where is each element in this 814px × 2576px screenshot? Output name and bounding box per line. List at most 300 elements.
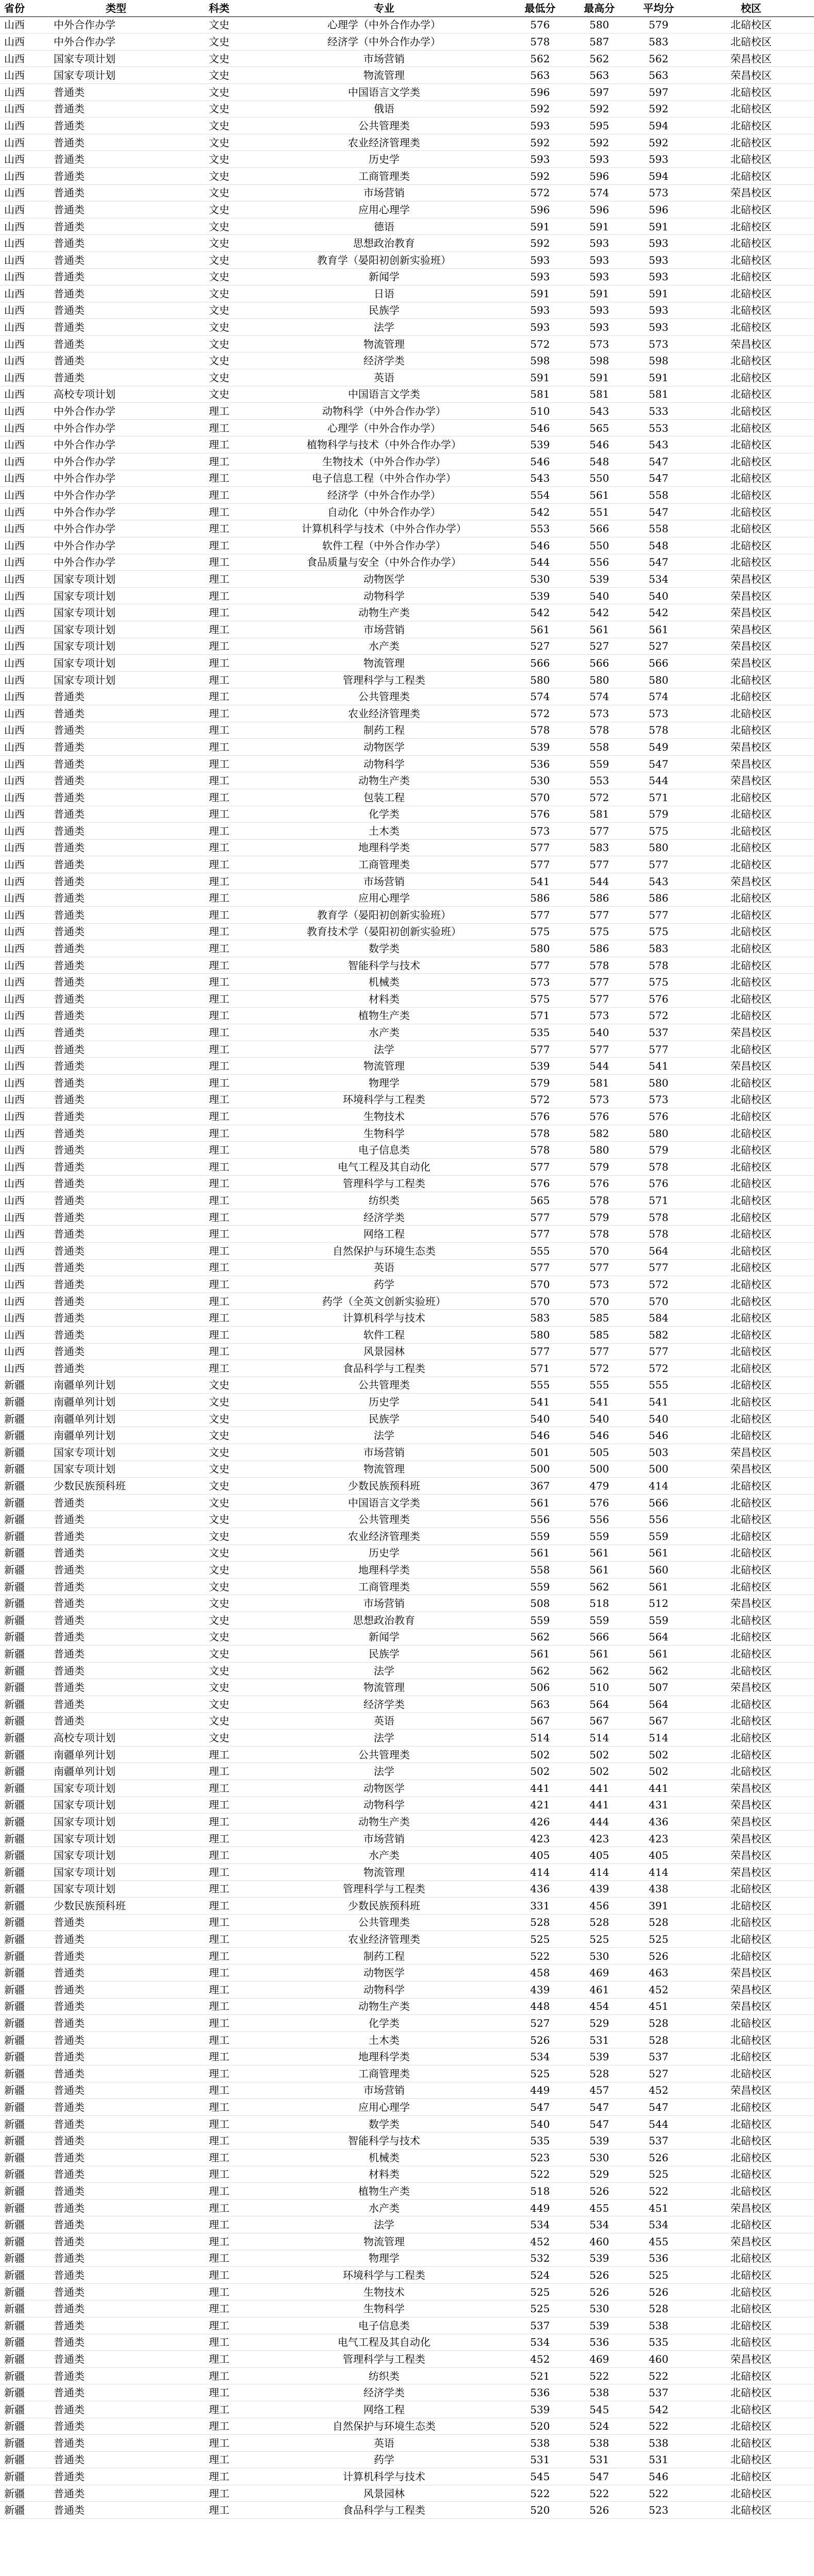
- cell-min-score: 524: [510, 2267, 570, 2284]
- cell-max-score: 553: [570, 772, 629, 789]
- cell-campus: 北碚校区: [688, 1696, 814, 1713]
- cell-max-score: 528: [570, 1914, 629, 1931]
- cell-campus: 北碚校区: [688, 1075, 814, 1092]
- cell-avg-score: 564: [629, 1242, 688, 1259]
- cell-subject-category: 理工: [180, 2115, 258, 2132]
- table-row: [0, 957, 814, 974]
- table-row: [0, 2250, 814, 2267]
- cell-max-score: 581: [570, 386, 629, 403]
- table-row: [0, 1713, 814, 1730]
- cell-province: 山西: [0, 537, 52, 554]
- cell-subject-category: 文史: [180, 251, 258, 268]
- cell-subject-category: 理工: [180, 2317, 258, 2334]
- table-row: [0, 739, 814, 756]
- cell-subject-category: 理工: [180, 873, 258, 890]
- cell-avg-score: 527: [629, 2065, 688, 2082]
- cell-major: 植物生产类: [258, 1007, 510, 1024]
- cell-type: 普通类: [52, 2149, 180, 2166]
- cell-campus: 荣昌校区: [688, 1595, 814, 1612]
- cell-min-score: 540: [510, 2115, 570, 2132]
- cell-avg-score: 573: [629, 1091, 688, 1108]
- cell-major: 动物生产类: [258, 772, 510, 789]
- cell-major: 教育学（晏阳初创新实验班）: [258, 907, 510, 924]
- cell-type: 普通类: [52, 722, 180, 739]
- cell-max-score: 596: [570, 201, 629, 218]
- cell-min-score: 502: [510, 1746, 570, 1763]
- cell-province: 山西: [0, 268, 52, 285]
- cell-campus: 北碚校区: [688, 2216, 814, 2233]
- cell-avg-score: 577: [629, 1343, 688, 1360]
- cell-avg-score: 514: [629, 1730, 688, 1747]
- cell-avg-score: 558: [629, 520, 688, 537]
- cell-min-score: 539: [510, 739, 570, 756]
- cell-campus: 荣昌校区: [688, 587, 814, 604]
- cell-campus: 北碚校区: [688, 1242, 814, 1259]
- cell-max-score: 555: [570, 1377, 629, 1394]
- cell-min-score: 534: [510, 2048, 570, 2065]
- cell-campus: 北碚校区: [688, 2283, 814, 2300]
- cell-subject-category: 文史: [180, 50, 258, 67]
- cell-max-score: 579: [570, 1158, 629, 1175]
- cell-min-score: 518: [510, 2183, 570, 2200]
- cell-max-score: 548: [570, 453, 629, 470]
- cell-max-score: 573: [570, 705, 629, 722]
- cell-major: 市场营销: [258, 50, 510, 67]
- cell-max-score: 542: [570, 604, 629, 621]
- cell-major: 教育技术学（晏阳初创新实验班）: [258, 923, 510, 940]
- cell-min-score: 542: [510, 503, 570, 520]
- cell-type: 普通类: [52, 2115, 180, 2132]
- cell-type: 普通类: [52, 2468, 180, 2485]
- cell-subject-category: 理工: [180, 839, 258, 856]
- cell-min-score: 540: [510, 1410, 570, 1427]
- cell-province: 新疆: [0, 2384, 52, 2401]
- cell-subject-category: 理工: [180, 2048, 258, 2065]
- cell-subject-category: 理工: [180, 755, 258, 772]
- cell-major: 地理科学类: [258, 2048, 510, 2065]
- cell-max-score: 528: [570, 2065, 629, 2082]
- cell-province: 新疆: [0, 2418, 52, 2435]
- cell-min-score: 559: [510, 1578, 570, 1595]
- cell-avg-score: 526: [629, 1947, 688, 1964]
- cell-min-score: 596: [510, 201, 570, 218]
- cell-subject-category: 理工: [180, 722, 258, 739]
- table-row: [0, 453, 814, 470]
- cell-major: 食品质量与安全（中外合作办学）: [258, 554, 510, 571]
- cell-avg-score: 451: [629, 1998, 688, 2015]
- table-row: [0, 2418, 814, 2435]
- cell-province: 山西: [0, 655, 52, 672]
- cell-campus: 北碚校区: [688, 2401, 814, 2418]
- cell-max-score: 570: [570, 1242, 629, 1259]
- cell-subject-category: 理工: [180, 2233, 258, 2250]
- table-row: [0, 1679, 814, 1696]
- cell-province: 山西: [0, 16, 52, 33]
- cell-subject-category: 理工: [180, 974, 258, 991]
- cell-subject-category: 理工: [180, 2367, 258, 2384]
- cell-min-score: 561: [510, 1494, 570, 1511]
- cell-type: 普通类: [52, 1259, 180, 1276]
- cell-major: 动物科学: [258, 1981, 510, 1998]
- cell-avg-score: 523: [629, 2502, 688, 2519]
- cell-province: 新疆: [0, 1914, 52, 1931]
- cell-major: 自然保护与环境生态类: [258, 2418, 510, 2435]
- cell-major: 农业经济管理类: [258, 1528, 510, 1545]
- cell-province: 新疆: [0, 2401, 52, 2418]
- table-row: [0, 2485, 814, 2502]
- cell-subject-category: 文史: [180, 1578, 258, 1595]
- cell-subject-category: 文史: [180, 1511, 258, 1528]
- cell-type: 国家专项计划: [52, 1444, 180, 1461]
- cell-min-score: 577: [510, 1158, 570, 1175]
- cell-campus: 北碚校区: [688, 974, 814, 991]
- cell-subject-category: 理工: [180, 1763, 258, 1780]
- cell-min-score: 449: [510, 2199, 570, 2216]
- cell-province: 新疆: [0, 2351, 52, 2368]
- header-type: 类型: [52, 0, 180, 16]
- cell-major: 市场营销: [258, 2082, 510, 2099]
- cell-avg-score: 572: [629, 1360, 688, 1377]
- cell-subject-category: 理工: [180, 419, 258, 436]
- cell-max-score: 576: [570, 1494, 629, 1511]
- cell-type: 普通类: [52, 705, 180, 722]
- cell-type: 普通类: [52, 2166, 180, 2183]
- cell-type: 普通类: [52, 1158, 180, 1175]
- cell-avg-score: 507: [629, 1679, 688, 1696]
- cell-max-score: 566: [570, 655, 629, 672]
- cell-min-score: 536: [510, 2384, 570, 2401]
- cell-subject-category: 理工: [180, 655, 258, 672]
- cell-avg-score: 578: [629, 1209, 688, 1226]
- cell-subject-category: 文史: [180, 184, 258, 201]
- cell-major: 思想政治教育: [258, 235, 510, 252]
- cell-subject-category: 理工: [180, 1142, 258, 1159]
- cell-max-score: 572: [570, 789, 629, 806]
- cell-subject-category: 理工: [180, 1360, 258, 1377]
- cell-major: 思想政治教育: [258, 1612, 510, 1629]
- table-row: [0, 1394, 814, 1411]
- cell-min-score: 563: [510, 1696, 570, 1713]
- cell-campus: 北碚校区: [688, 352, 814, 369]
- cell-province: 山西: [0, 285, 52, 302]
- cell-type: 普通类: [52, 117, 180, 134]
- cell-campus: 北碚校区: [688, 1091, 814, 1108]
- cell-min-score: 537: [510, 2317, 570, 2334]
- cell-subject-category: 理工: [180, 2267, 258, 2284]
- cell-campus: 荣昌校区: [688, 1444, 814, 1461]
- cell-subject-category: 文史: [180, 1612, 258, 1629]
- cell-major: 材料类: [258, 2166, 510, 2183]
- cell-max-score: 580: [570, 1142, 629, 1159]
- cell-subject-category: 文史: [180, 1410, 258, 1427]
- cell-major: 英语: [258, 369, 510, 386]
- cell-type: 普通类: [52, 184, 180, 201]
- cell-province: 山西: [0, 1058, 52, 1075]
- table-row: [0, 2451, 814, 2468]
- cell-subject-category: 理工: [180, 2199, 258, 2216]
- cell-major: 管理科学与工程类: [258, 671, 510, 688]
- cell-min-score: 527: [510, 638, 570, 655]
- cell-max-score: 562: [570, 1578, 629, 1595]
- cell-min-score: 580: [510, 671, 570, 688]
- cell-major: 法学: [258, 1662, 510, 1679]
- cell-subject-category: 文史: [180, 100, 258, 117]
- cell-campus: 荣昌校区: [688, 1058, 814, 1075]
- cell-campus: 荣昌校区: [688, 638, 814, 655]
- table-row: [0, 1410, 814, 1427]
- cell-province: 新疆: [0, 2367, 52, 2384]
- cell-min-score: 554: [510, 487, 570, 504]
- cell-max-score: 558: [570, 739, 629, 756]
- cell-major: 物流管理: [258, 67, 510, 84]
- table-row: [0, 67, 814, 84]
- cell-major: 生物科学: [258, 1125, 510, 1142]
- table-row: [0, 2199, 814, 2216]
- table-row: [0, 2115, 814, 2132]
- cell-max-score: 444: [570, 1814, 629, 1831]
- cell-subject-category: 文史: [180, 218, 258, 235]
- header-avg-score: 平均分: [629, 0, 688, 16]
- table-row: [0, 923, 814, 940]
- cell-major: 软件工程: [258, 1326, 510, 1343]
- cell-province: 新疆: [0, 1931, 52, 1948]
- cell-province: 新疆: [0, 1696, 52, 1713]
- cell-campus: 北碚校区: [688, 705, 814, 722]
- cell-min-score: 591: [510, 285, 570, 302]
- cell-major: 土木类: [258, 2031, 510, 2048]
- cell-campus: 北碚校区: [688, 235, 814, 252]
- cell-province: 山西: [0, 873, 52, 890]
- cell-province: 山西: [0, 386, 52, 403]
- cell-min-score: 574: [510, 688, 570, 705]
- cell-major: 食品科学与工程类: [258, 1360, 510, 1377]
- table-row: [0, 520, 814, 537]
- cell-avg-score: 566: [629, 1494, 688, 1511]
- cell-avg-score: 547: [629, 470, 688, 487]
- cell-province: 山西: [0, 1310, 52, 1327]
- cell-type: 普通类: [52, 218, 180, 235]
- cell-max-score: 579: [570, 1209, 629, 1226]
- cell-max-score: 500: [570, 1461, 629, 1478]
- cell-avg-score: 592: [629, 100, 688, 117]
- cell-subject-category: 文史: [180, 67, 258, 84]
- cell-min-score: 546: [510, 537, 570, 554]
- cell-avg-score: 573: [629, 184, 688, 201]
- cell-subject-category: 理工: [180, 2031, 258, 2048]
- cell-major: 中国语言文学类: [258, 83, 510, 100]
- cell-campus: 北碚校区: [688, 2485, 814, 2502]
- cell-min-score: 578: [510, 1142, 570, 1159]
- cell-province: 山西: [0, 218, 52, 235]
- cell-max-score: 454: [570, 1998, 629, 2015]
- cell-type: 普通类: [52, 2199, 180, 2216]
- cell-major: 管理科学与工程类: [258, 2351, 510, 2368]
- cell-subject-category: 文史: [180, 1494, 258, 1511]
- table-row: [0, 1880, 814, 1897]
- cell-campus: 北碚校区: [688, 1427, 814, 1444]
- cell-avg-score: 575: [629, 974, 688, 991]
- cell-min-score: 576: [510, 1175, 570, 1192]
- table-row: [0, 1343, 814, 1360]
- cell-major: 智能科学与技术: [258, 957, 510, 974]
- cell-campus: 北碚校区: [688, 2149, 814, 2166]
- cell-avg-score: 528: [629, 2031, 688, 2048]
- cell-province: 新疆: [0, 2502, 52, 2519]
- cell-max-score: 457: [570, 2082, 629, 2099]
- cell-type: 国家专项计划: [52, 621, 180, 638]
- cell-campus: 北碚校区: [688, 2183, 814, 2200]
- cell-min-score: 581: [510, 386, 570, 403]
- table-row: [0, 1091, 814, 1108]
- cell-subject-category: 理工: [180, 2283, 258, 2300]
- cell-campus: 北碚校区: [688, 1142, 814, 1159]
- table-row: [0, 789, 814, 806]
- cell-province: 山西: [0, 991, 52, 1008]
- cell-type: 普通类: [52, 2334, 180, 2351]
- cell-major: 动物医学: [258, 1964, 510, 1981]
- cell-campus: 荣昌校区: [688, 2233, 814, 2250]
- cell-subject-category: 文史: [180, 1528, 258, 1545]
- table-row: [0, 1158, 814, 1175]
- cell-province: 山西: [0, 1293, 52, 1310]
- table-row: [0, 621, 814, 638]
- cell-campus: 北碚校区: [688, 470, 814, 487]
- cell-max-score: 539: [570, 2250, 629, 2267]
- cell-avg-score: 540: [629, 587, 688, 604]
- cell-min-score: 545: [510, 2468, 570, 2485]
- cell-min-score: 522: [510, 2485, 570, 2502]
- cell-campus: 北碚校区: [688, 1310, 814, 1327]
- cell-min-score: 593: [510, 319, 570, 336]
- cell-type: 中外合作办学: [52, 436, 180, 453]
- cell-type: 国家专项计划: [52, 67, 180, 84]
- cell-max-score: 530: [570, 1947, 629, 1964]
- cell-province: 山西: [0, 739, 52, 756]
- cell-major: 经济学（中外合作办学）: [258, 33, 510, 50]
- cell-type: 普通类: [52, 1696, 180, 1713]
- cell-subject-category: 文史: [180, 1562, 258, 1579]
- cell-campus: 北碚校区: [688, 2132, 814, 2149]
- cell-avg-score: 525: [629, 1931, 688, 1948]
- cell-campus: 北碚校区: [688, 1293, 814, 1310]
- cell-province: 新疆: [0, 2048, 52, 2065]
- cell-max-score: 593: [570, 235, 629, 252]
- cell-major: 英语: [258, 2435, 510, 2452]
- cell-major: 少数民族预科班: [258, 1478, 510, 1495]
- cell-min-score: 592: [510, 100, 570, 117]
- cell-avg-score: 503: [629, 1444, 688, 1461]
- cell-max-score: 439: [570, 1880, 629, 1897]
- table-row: [0, 117, 814, 134]
- cell-province: 山西: [0, 503, 52, 520]
- cell-type: 普通类: [52, 335, 180, 352]
- cell-province: 新疆: [0, 1444, 52, 1461]
- cell-campus: 北碚校区: [688, 2418, 814, 2435]
- cell-major: 生物科学: [258, 2300, 510, 2317]
- cell-campus: 荣昌校区: [688, 655, 814, 672]
- cell-max-score: 578: [570, 957, 629, 974]
- cell-min-score: 405: [510, 1847, 570, 1864]
- cell-province: 山西: [0, 1175, 52, 1192]
- cell-avg-score: 578: [629, 722, 688, 739]
- cell-province: 新疆: [0, 1528, 52, 1545]
- cell-max-score: 539: [570, 2317, 629, 2334]
- cell-max-score: 597: [570, 83, 629, 100]
- cell-subject-category: 理工: [180, 688, 258, 705]
- cell-province: 新疆: [0, 1461, 52, 1478]
- cell-campus: 北碚校区: [688, 2502, 814, 2519]
- cell-major: 数学类: [258, 2115, 510, 2132]
- cell-campus: 北碚校区: [688, 16, 814, 33]
- cell-major: 经济学类: [258, 1209, 510, 1226]
- cell-avg-score: 436: [629, 1814, 688, 1831]
- cell-major: 德语: [258, 218, 510, 235]
- cell-subject-category: 文史: [180, 1444, 258, 1461]
- cell-province: 山西: [0, 1226, 52, 1243]
- cell-province: 山西: [0, 134, 52, 151]
- table-row: [0, 873, 814, 890]
- cell-campus: 北碚校区: [688, 1276, 814, 1293]
- cell-major: 民族学: [258, 1410, 510, 1427]
- cell-max-score: 546: [570, 436, 629, 453]
- cell-max-score: 561: [570, 1646, 629, 1663]
- cell-type: 普通类: [52, 1545, 180, 1562]
- cell-max-score: 577: [570, 1041, 629, 1058]
- cell-major: 日语: [258, 285, 510, 302]
- cell-type: 普通类: [52, 1914, 180, 1931]
- cell-province: 新疆: [0, 2233, 52, 2250]
- cell-type: 普通类: [52, 1360, 180, 1377]
- cell-major: 教育学（晏阳初创新实验班）: [258, 251, 510, 268]
- cell-subject-category: 理工: [180, 453, 258, 470]
- cell-avg-score: 531: [629, 2451, 688, 2468]
- cell-province: 山西: [0, 487, 52, 504]
- cell-province: 新疆: [0, 1780, 52, 1797]
- cell-subject-category: 理工: [180, 1242, 258, 1259]
- cell-subject-category: 文史: [180, 1394, 258, 1411]
- cell-province: 新疆: [0, 2183, 52, 2200]
- cell-avg-score: 572: [629, 1276, 688, 1293]
- cell-campus: 北碚校区: [688, 251, 814, 268]
- table-row: [0, 1947, 814, 1964]
- cell-major: 历史学: [258, 1545, 510, 1562]
- cell-avg-score: 591: [629, 285, 688, 302]
- cell-type: 普通类: [52, 2451, 180, 2468]
- cell-max-score: 531: [570, 2031, 629, 2048]
- cell-province: 山西: [0, 722, 52, 739]
- cell-subject-category: 文史: [180, 167, 258, 184]
- cell-type: 普通类: [52, 806, 180, 823]
- cell-avg-score: 576: [629, 1108, 688, 1125]
- cell-major: 市场营销: [258, 621, 510, 638]
- cell-type: 南疆单列计划: [52, 1377, 180, 1394]
- cell-max-score: 576: [570, 1175, 629, 1192]
- cell-max-score: 574: [570, 688, 629, 705]
- table-row: [0, 352, 814, 369]
- cell-min-score: 559: [510, 1612, 570, 1629]
- cell-subject-category: 理工: [180, 1175, 258, 1192]
- cell-min-score: 546: [510, 419, 570, 436]
- cell-type: 普通类: [52, 1964, 180, 1981]
- cell-province: 山西: [0, 789, 52, 806]
- cell-avg-score: 544: [629, 2115, 688, 2132]
- cell-type: 普通类: [52, 235, 180, 252]
- cell-province: 山西: [0, 1343, 52, 1360]
- cell-subject-category: 理工: [180, 2082, 258, 2099]
- cell-max-score: 570: [570, 1293, 629, 1310]
- cell-province: 新疆: [0, 1595, 52, 1612]
- table-row: [0, 2367, 814, 2384]
